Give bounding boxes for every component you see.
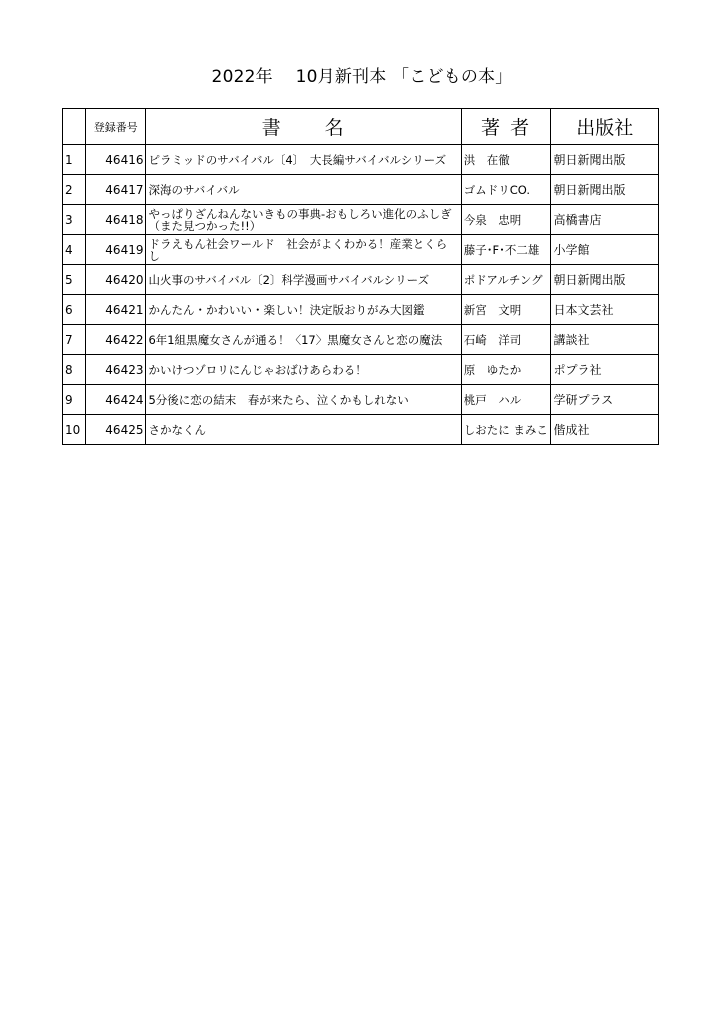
registration-number: 46423	[85, 355, 146, 385]
book-title: ピラミッドのサバイバル〔4〕 大長編サバイバルシリーズ	[146, 145, 461, 175]
book-title: 山火事のサバイバル〔2〕科学漫画サバイバルシリーズ	[146, 265, 461, 295]
publisher: 朝日新聞出版	[551, 175, 659, 205]
table-header-row	[63, 109, 659, 145]
publisher: 日本文芸社	[551, 295, 659, 325]
author: 原 ゆたか	[461, 355, 551, 385]
registration-number: 46419	[85, 235, 146, 265]
row-number: 6	[63, 295, 86, 325]
author: 新宮 文明	[461, 295, 551, 325]
publisher: 偕成社	[551, 415, 659, 445]
row-number: 5	[63, 265, 86, 295]
header-number	[63, 109, 86, 145]
table-row	[63, 145, 659, 175]
book-title: さかなくん	[146, 415, 461, 445]
publisher: 講談社	[551, 325, 659, 355]
registration-number: 46420	[85, 265, 146, 295]
table-row	[63, 235, 659, 265]
row-number: 9	[63, 385, 86, 415]
table-row	[63, 415, 659, 445]
book-title: かいけつゾロリにんじゃおばけあらわる！	[146, 355, 461, 385]
author: 藤子･F･不二雄	[461, 235, 551, 265]
registration-number: 46418	[85, 205, 146, 235]
author: 今泉 忠明	[461, 205, 551, 235]
publisher: ポプラ社	[551, 355, 659, 385]
book-list-table	[62, 108, 659, 445]
author: ゴムドリCO.	[461, 175, 551, 205]
registration-number: 46417	[85, 175, 146, 205]
author: 石崎 洋司	[461, 325, 551, 355]
registration-number: 46425	[85, 415, 146, 445]
table-row	[63, 205, 659, 235]
row-number: 8	[63, 355, 86, 385]
table-row	[63, 385, 659, 415]
table-row	[63, 355, 659, 385]
publisher: 小学館	[551, 235, 659, 265]
page-title: 2022年 10月新刊本 「こどもの本」	[211, 67, 513, 87]
header-author: 著 者	[461, 109, 551, 145]
author: 洪 在徹	[461, 145, 551, 175]
publisher: 朝日新聞出版	[551, 265, 659, 295]
publisher: 学研プラス	[551, 385, 659, 415]
table-row	[63, 175, 659, 205]
book-title: 6年1組黒魔女さんが通る！〈17〉黒魔女さんと恋の魔法	[146, 325, 461, 355]
registration-number: 46416	[85, 145, 146, 175]
book-title: 5分後に恋の結末 春が来たら、泣くかもしれない	[146, 385, 461, 415]
author: しおたに まみこ	[461, 415, 551, 445]
table-row	[63, 295, 659, 325]
header-book-title: 書 名	[146, 109, 461, 145]
author: ポドアルチング	[461, 265, 551, 295]
book-title: やっぱりざんねんないきもの事典-おもしろい進化のふしぎ（また見つかった!!）	[146, 205, 461, 235]
author: 桃戸 ハル	[461, 385, 551, 415]
registration-number: 46422	[85, 325, 146, 355]
row-number: 10	[63, 415, 86, 445]
header-publisher: 出版社	[551, 109, 659, 145]
row-number: 3	[63, 205, 86, 235]
publisher: 高橋書店	[551, 205, 659, 235]
book-title: ドラえもん社会ワールド 社会がよくわかる！産業とくらし	[146, 235, 461, 265]
book-title: かんたん・かわいい・楽しい！決定版おりがみ大図鑑	[146, 295, 461, 325]
row-number: 2	[63, 175, 86, 205]
row-number: 1	[63, 145, 86, 175]
row-number: 4	[63, 235, 86, 265]
registration-number: 46424	[85, 385, 146, 415]
registration-number: 46421	[85, 295, 146, 325]
row-number: 7	[63, 325, 86, 355]
publisher: 朝日新聞出版	[551, 145, 659, 175]
book-title: 深海のサバイバル	[146, 175, 461, 205]
table-row	[63, 325, 659, 355]
header-registration-number: 登録番号	[85, 109, 146, 145]
table-row	[63, 265, 659, 295]
